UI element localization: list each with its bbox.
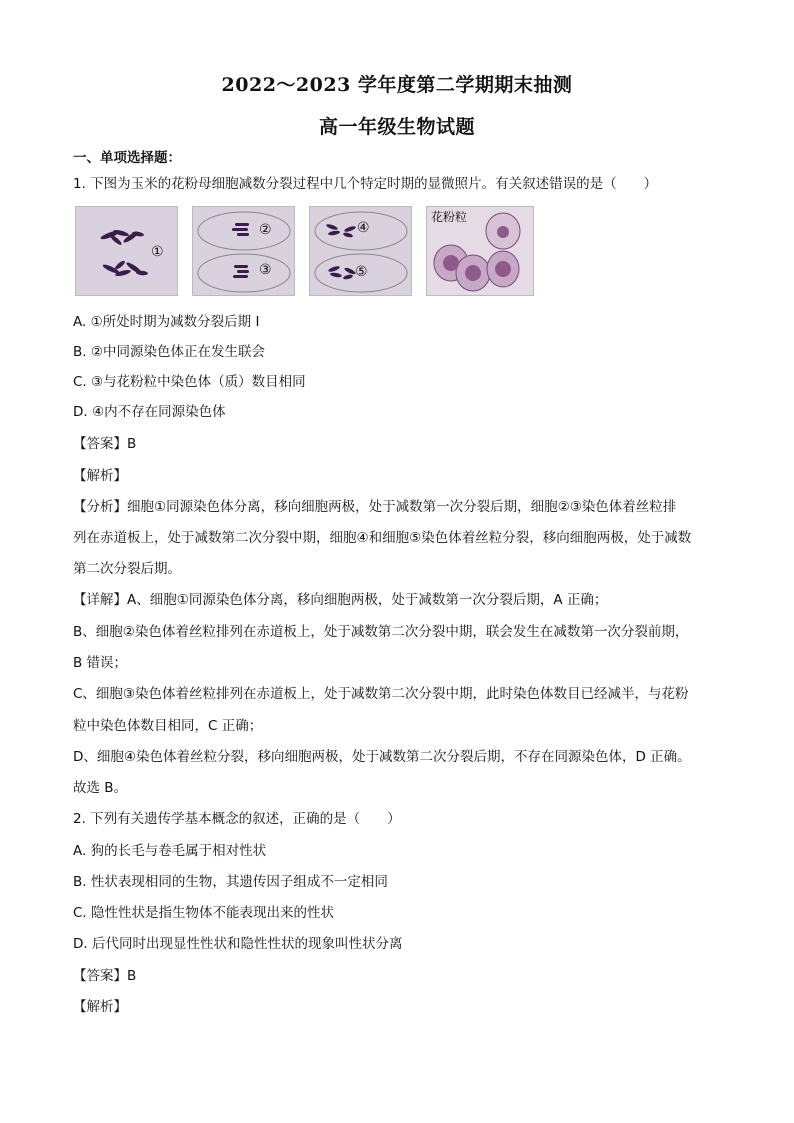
micrograph-panel-2	[192, 206, 295, 296]
pollen-label: 花粉粒	[431, 210, 468, 224]
figure-label-3: ③	[259, 262, 272, 278]
q2-analysis-tag: 【解析】	[73, 999, 127, 1015]
q1-fenxi-line-1: 【分析】细胞①同源染色体分离，移向细胞两极，处于减数第一次分裂后期，细胞②③染色体着丝粒排	[73, 499, 677, 515]
q1-xiangjie-line-6: D、细胞④染色体着丝粒分裂，移向细胞两极，处于减数第二次分裂后期，不存在同源染色体，D 正确。	[73, 749, 691, 765]
q2-stem: 2. 下列有关遗传学基本概念的叙述，正确的是（ ）	[73, 811, 401, 827]
q1-option-d: D. ④内不存在同源染色体	[73, 404, 226, 420]
q1-xiangjie-line-2: B、细胞②染色体着丝粒排列在赤道板上，处于减数第二次分裂中期，联会发生在减数第一次分裂前期，	[73, 624, 689, 640]
micrograph-figure	[75, 206, 545, 298]
q1-xiangjie-line-5: 粒中染色体数目相同，C 正确；	[73, 718, 263, 734]
q2-option-b: B. 性状表现相同的生物，其遗传因子组成不一定相同	[73, 874, 388, 890]
q1-stem: 1. 下图为玉米的花粉母细胞减数分裂过程中几个特定时期的显微照片。有关叙述错误的是（ ）	[73, 176, 658, 192]
section-heading: 一、单项选择题：	[73, 150, 181, 166]
exam-title: 2022～2023 学年度第二学期期末抽测	[221, 74, 573, 96]
q1-xiangjie-line-1: 【详解】A、细胞①同源染色体分离，移向细胞两极，处于减数第一次分裂后期，A 正确；	[73, 592, 608, 608]
figure-label-5: ⑤	[355, 264, 368, 280]
q1-xiangjie-line-4: C、细胞③染色体着丝粒排列在赤道板上，处于减数第二次分裂中期，此时染色体数目已经减半，与花粉	[73, 686, 689, 702]
q1-option-a: A. ①所处时期为减数分裂后期 I	[73, 314, 260, 330]
q2-option-c: C. 隐性性状是指生物体不能表现出来的性状	[73, 905, 335, 921]
q2-answer: 【答案】B	[73, 968, 137, 984]
q1-option-b: B. ②中同源染色体正在发生联会	[73, 344, 265, 360]
q2-option-a: A. 狗的长毛与卷毛属于相对性状	[73, 843, 267, 859]
q1-fenxi-line-3: 第二次分裂后期。	[73, 561, 181, 577]
q1-answer: 【答案】B	[73, 436, 137, 452]
figure-label-1: ①	[151, 244, 164, 260]
q1-xiangjie-line-3: B 错误；	[73, 655, 128, 671]
q1-fenxi-line-2: 列在赤道板上，处于减数第二次分裂中期，细胞④和细胞⑤染色体着丝粒分裂，移向细胞两极，处于减数	[73, 530, 692, 546]
q1-xiangjie-line-7: 故选 B。	[73, 780, 128, 796]
q1-analysis-tag: 【解析】	[73, 468, 127, 484]
exam-subtitle: 高一年级生物试题	[318, 116, 475, 138]
figure-label-4: ④	[357, 220, 370, 236]
q1-option-c: C. ③与花粉粒中染色体（质）数目相同	[73, 374, 306, 390]
figure-label-2: ②	[259, 222, 272, 238]
q2-option-d: D. 后代同时出现显性性状和隐性性状的现象叫性状分离	[73, 936, 403, 952]
